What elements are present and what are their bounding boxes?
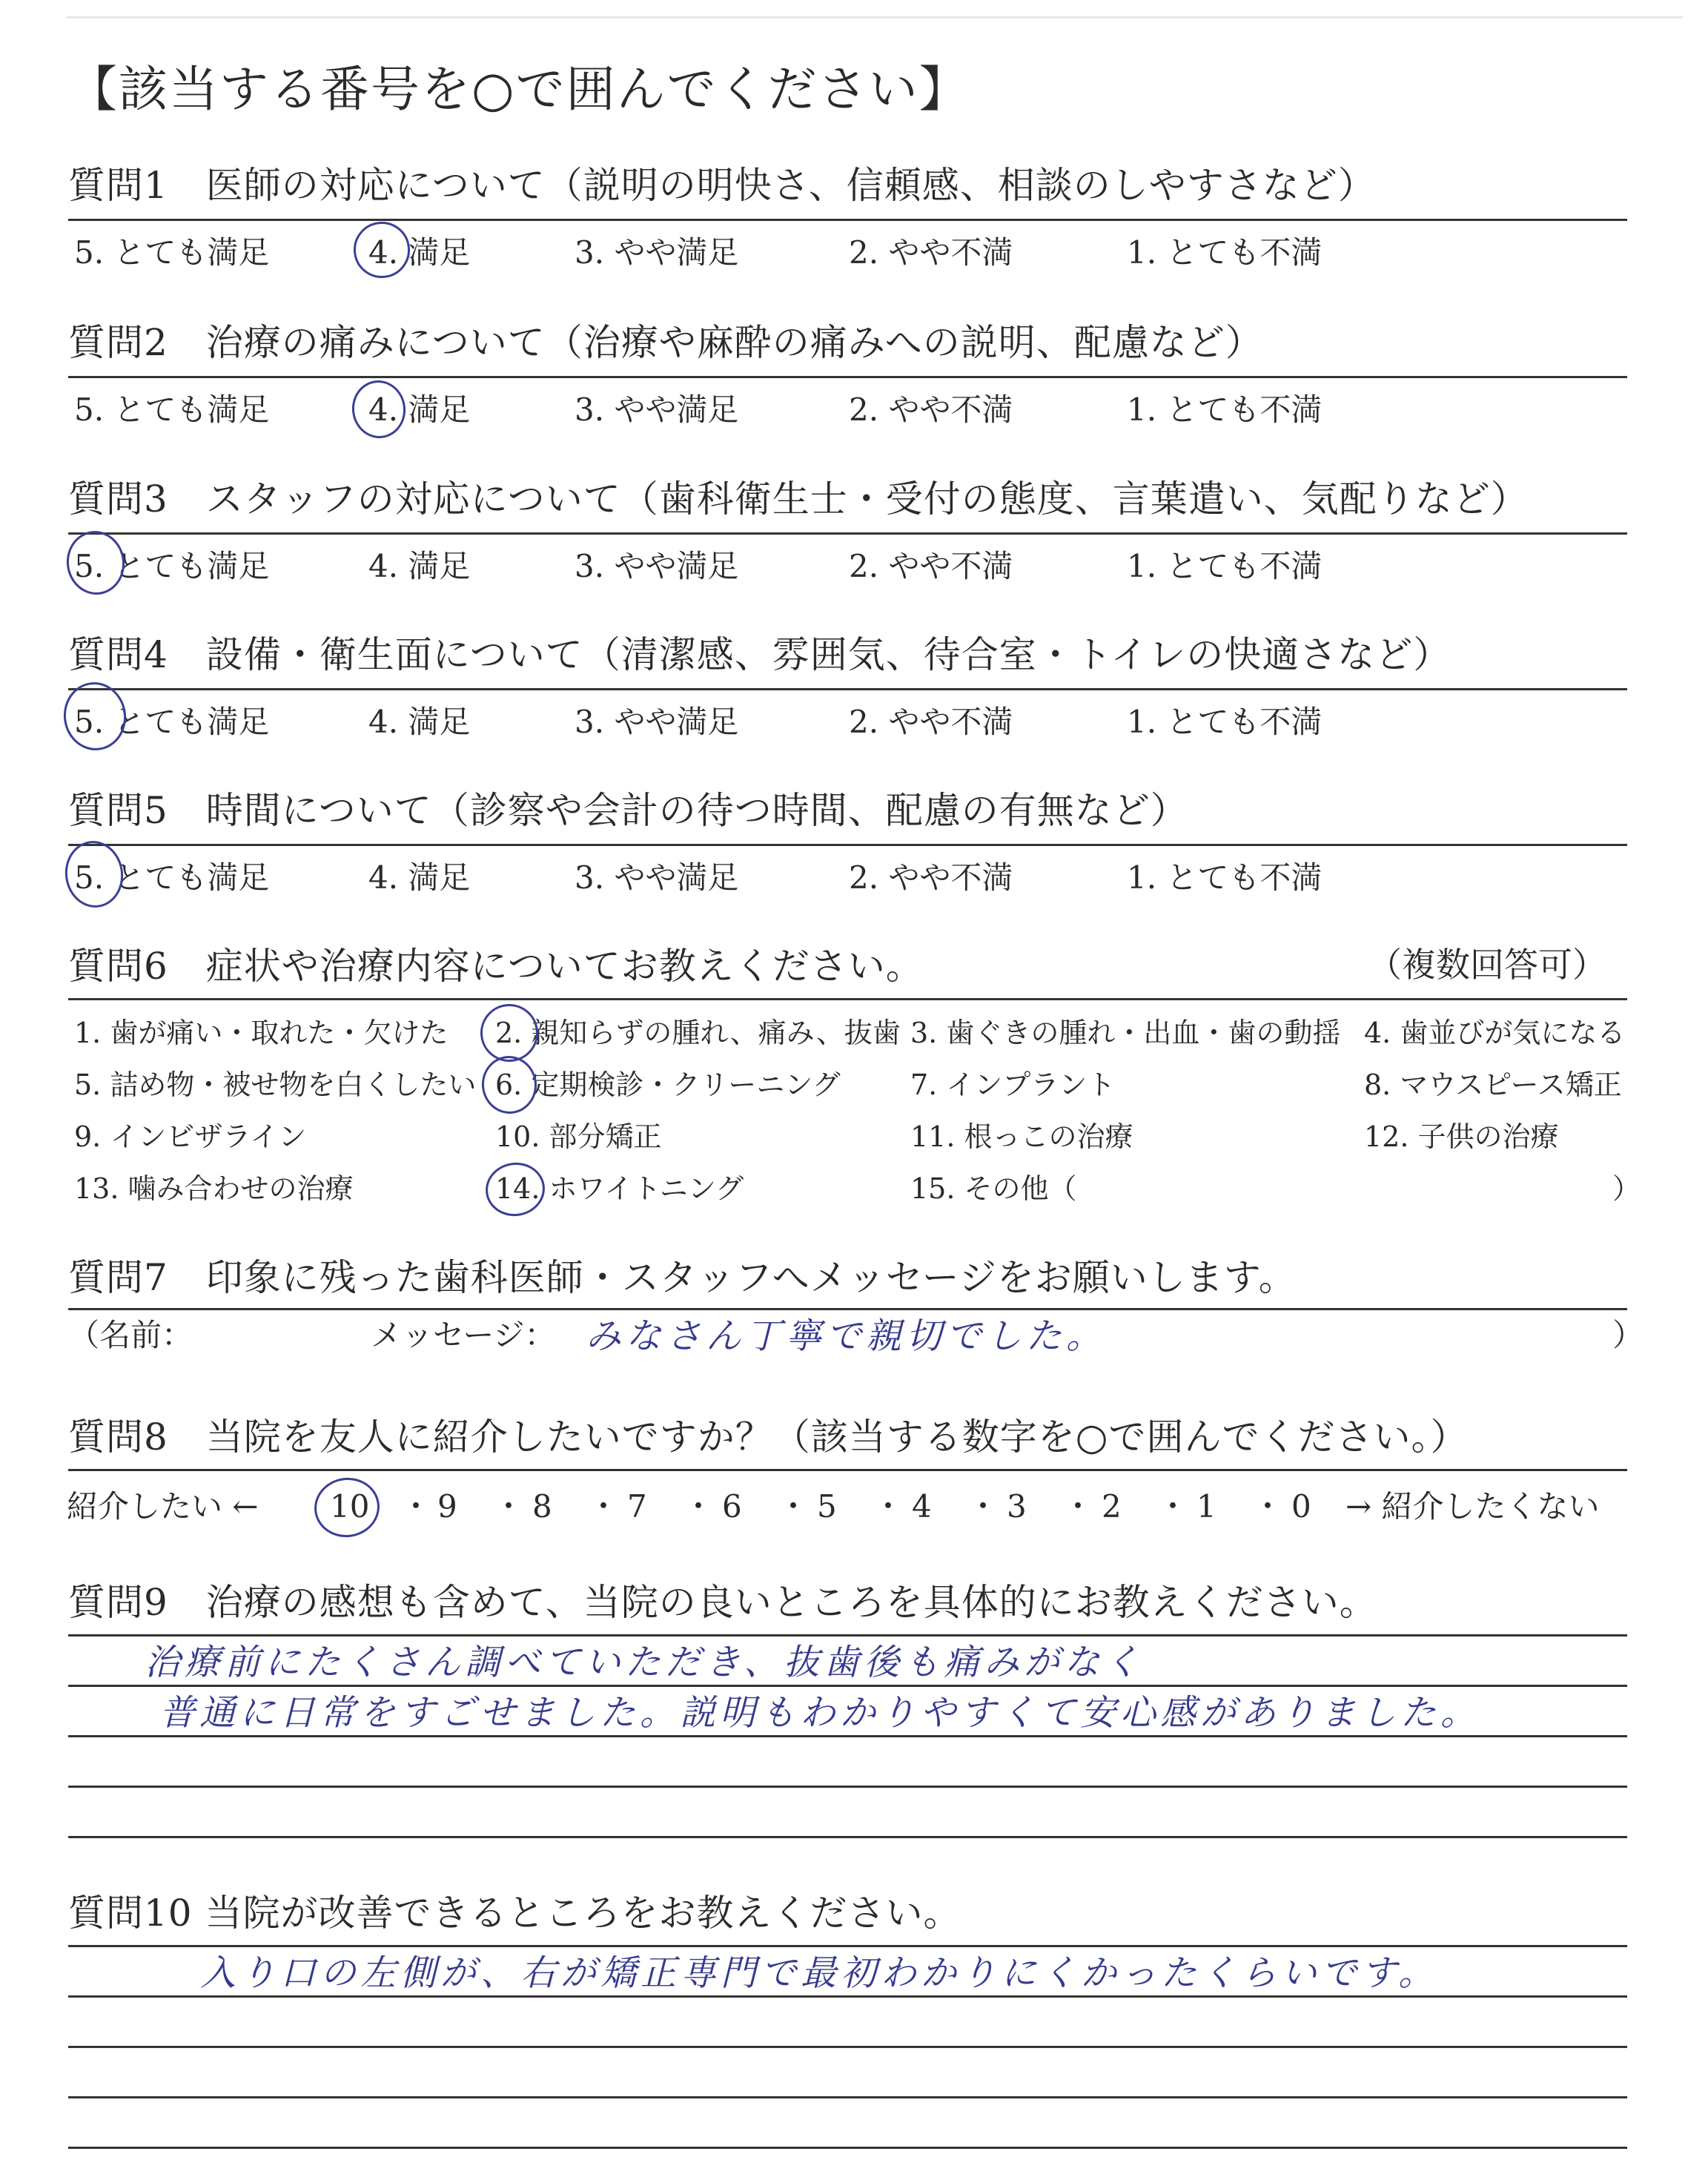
option-1[interactable]: 1. とても不満 [1127,859,1323,896]
answer-rule [68,2046,1627,2048]
answer-rule [68,1786,1627,1788]
scale-left-label: 紹介したい ← [67,1488,259,1525]
question-title: 質問8 当院を友人に紹介したいですか？（該当する数字を○で囲んでください。） [68,1416,1469,1459]
answer-rule [68,2096,1627,2098]
option-1[interactable]: 1. とても不満 [1127,548,1323,584]
q6-option-3[interactable]: 3. 歯ぐきの腫れ・出血・歯の動揺 [910,1017,1341,1049]
scale-value-6[interactable]: 6 [722,1488,742,1525]
scale-dot: ・ [588,1488,620,1525]
q6-option-11[interactable]: 11. 根っこの治療 [910,1120,1133,1153]
option-1[interactable]: 1. とても不満 [1127,234,1323,271]
option-4[interactable]: 4. 満足 [368,859,471,896]
scale-dot: ・ [1252,1488,1284,1525]
question-rule [68,844,1627,846]
question-rule [68,688,1627,690]
selection-circle [478,1052,540,1117]
multiple-answer-note: （複数回答可） [1368,945,1606,985]
answer-rule [68,1685,1627,1687]
q6-option-12[interactable]: 12. 子供の治療 [1364,1120,1559,1153]
selection-circle [482,1159,548,1220]
question-title: 質問3 スタッフの対応について（歯科衛生士・受付の態度、言葉遣い、気配りなど） [68,478,1529,521]
question-title: 質問5 時間について（診察や会計の待つ時間、配慮の有無など） [68,789,1188,832]
answer-rule [68,1634,1627,1636]
question-title: 質問10 当院が改善できるところをお教えください。 [68,1892,961,1935]
option-1[interactable]: 1. とても不満 [1127,392,1323,428]
q6-option-13[interactable]: 13. 噛み合わせの治療 [74,1172,354,1205]
scale-value-10[interactable]: 10 [330,1488,370,1525]
selection-circle [62,527,128,598]
option-3[interactable]: 3. やや満足 [575,392,739,428]
scale-dot: ・ [873,1488,904,1525]
name-label: （名前： [68,1317,193,1353]
q6-option-6[interactable]: 6. 定期検診・クリーニング [495,1069,841,1101]
option-5[interactable]: 5. とても満足 [74,548,270,584]
option-1[interactable]: 1. とても不満 [1127,704,1323,740]
question-title: 質問2 治療の痛みについて（治療や麻酔の痛みへの説明、配慮など） [68,321,1263,364]
scale-dot: ・ [1062,1488,1094,1525]
scale-dot: ・ [400,1488,432,1525]
q6-option-2[interactable]: 2. 親知らずの腫れ、痛み、抜歯 [495,1017,901,1049]
scale-dot: ・ [683,1488,715,1525]
scan-top-edge [67,16,1683,19]
answer-rule [68,2147,1627,2149]
recommend-scale [0,1488,1708,1536]
scale-value-7[interactable]: 7 [627,1488,647,1525]
scale-value-9[interactable]: 9 [437,1488,457,1525]
question-rule [68,998,1627,1000]
question-rule [68,1308,1627,1310]
option-3[interactable]: 3. やや満足 [575,859,739,896]
option-5[interactable]: 5. とても満足 [74,704,270,740]
q6-option-1[interactable]: 1. 歯が痛い・取れた・欠けた [74,1017,448,1049]
question-rule [68,219,1627,221]
question-rule [68,532,1627,535]
scale-value-0[interactable]: 0 [1291,1488,1311,1525]
option-4[interactable]: 4. 満足 [368,234,471,271]
option-3[interactable]: 3. やや満足 [575,234,739,271]
question-title: 質問7 印象に残った歯科医師・スタッフへメッセージをお願いします。 [68,1256,1297,1299]
option-5[interactable]: 5. とても満足 [74,234,270,271]
question-title: 質問6 症状や治療内容についてお教えください。 [68,945,924,988]
option-3[interactable]: 3. やや満足 [575,548,739,584]
scale-right-label: → 紹介したくない [1345,1488,1600,1525]
answer-rule [68,1836,1627,1838]
answer-rule [68,1995,1627,1998]
handwritten-message: みなさん丁寧で親切でした。 [586,1315,1107,1357]
scale-value-4[interactable]: 4 [912,1488,932,1525]
scale-value-2[interactable]: 2 [1102,1488,1122,1525]
q6-option-7[interactable]: 7. インプラント [910,1069,1116,1101]
q6-option-4[interactable]: 4. 歯並びが気になる [1364,1017,1626,1049]
scale-dot: ・ [1157,1488,1189,1525]
option-4[interactable]: 4. 満足 [368,548,471,584]
question-rule [68,376,1627,378]
option-5[interactable]: 5. とても満足 [74,859,270,896]
scale-value-8[interactable]: 8 [532,1488,552,1525]
option-4[interactable]: 4. 満足 [368,704,471,740]
selection-circle [350,218,414,282]
option-2[interactable]: 2. やや不満 [849,392,1013,428]
selection-circle [61,837,128,911]
q6-option-15[interactable]: 15. その他（ [910,1172,1077,1205]
q6-option-5[interactable]: 5. 詰め物・被せ物を白くしたい [74,1069,477,1101]
q6-option-8[interactable]: 8. マウスピース矯正 [1364,1069,1622,1101]
answer-rule [68,1735,1627,1737]
q6-option-15-close: ） [1612,1172,1641,1205]
option-5[interactable]: 5. とても満足 [74,392,270,428]
handwritten-answer-line-2: 普通に日常をすごせました。説明もわかりやすくて安心感がありました。 [159,1692,1481,1734]
scale-dot: ・ [778,1488,810,1525]
option-2[interactable]: 2. やや不満 [849,859,1013,896]
handwritten-answer-line-1: 治療前にたくさん調べていただき、抜歯後も痛みがなく [145,1642,1145,1683]
form-header: 【該当する番号を○で囲んでください】 [68,61,970,118]
option-2[interactable]: 2. やや不満 [849,548,1013,584]
question-title: 質問4 設備・衛生面について（清潔感、雰囲気、待合室・トイレの快適さなど） [68,633,1452,676]
q6-option-9[interactable]: 9. インビザライン [74,1120,307,1153]
option-4[interactable]: 4. 満足 [368,392,471,428]
selection-circle [348,377,409,441]
scale-value-3[interactable]: 3 [1007,1488,1027,1525]
scale-dot: ・ [967,1488,999,1525]
question-rule [68,1469,1627,1471]
scale-value-5[interactable]: 5 [817,1488,837,1525]
answer-rule [68,1945,1627,1947]
option-2[interactable]: 2. やや不満 [849,704,1013,740]
question-title: 質問9 治療の感想も含めて、当院の良いところを具体的にお教えください。 [68,1581,1377,1624]
q6-option-14[interactable]: 14. ホワイトニング [495,1172,744,1205]
message-close: ） [1612,1317,1644,1353]
scale-dot: ・ [493,1488,525,1525]
scale-value-1[interactable]: 1 [1196,1488,1217,1525]
q6-option-10[interactable]: 10. 部分矯正 [495,1120,662,1153]
option-2[interactable]: 2. やや不満 [849,234,1013,271]
message-label: メッセージ： [371,1317,556,1353]
option-3[interactable]: 3. やや満足 [575,704,739,740]
question-title: 質問1 医師の対応について（説明の明快さ、信頼感、相談のしやすさなど） [68,164,1376,207]
handwritten-answer-line-1: 入り口の左側が、右が矯正専門で最初わかりにくかったくらいです。 [200,1952,1439,1994]
